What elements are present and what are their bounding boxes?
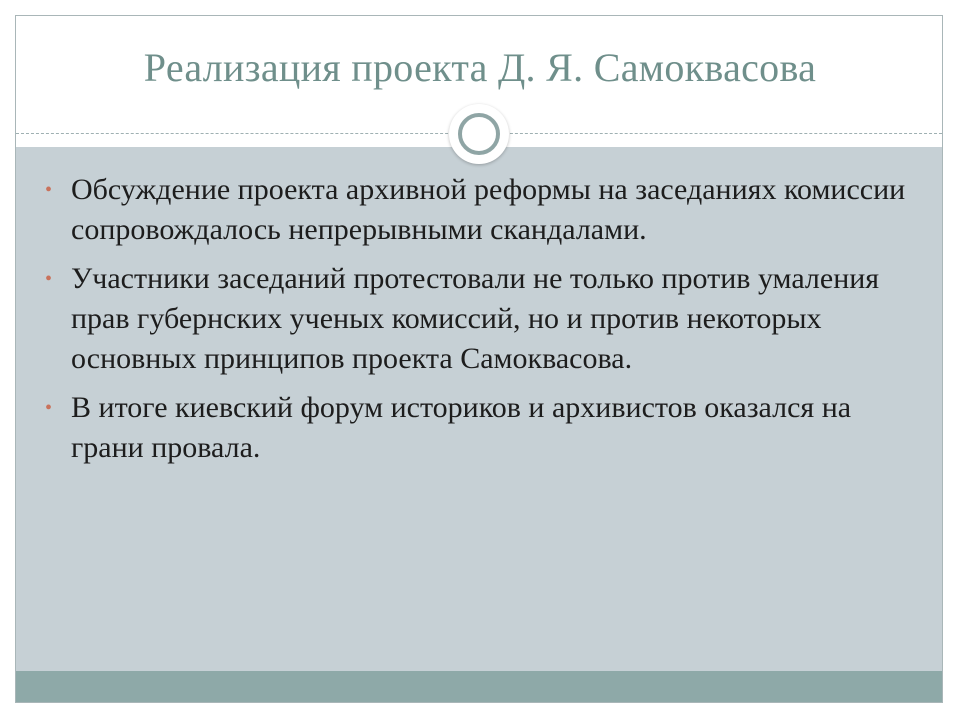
ring-ornament-icon <box>449 104 509 164</box>
bullet-icon: • <box>45 268 53 290</box>
bullet-list <box>42 170 912 477</box>
bullet-icon: • <box>45 179 53 201</box>
bullet-item <box>42 388 912 468</box>
bullet-text: Обсуждение проекта архивной реформы на заседаниях комиссии сопровождалось непрерывными скандалами. <box>71 173 906 246</box>
bullet-text: Участники заседаний протестовали не только против умаления прав губернских ученых комиссий, но и против некоторых основных принципов проекта Самоквасова. <box>71 262 880 375</box>
footer-band <box>16 671 942 702</box>
bullet-text: В итоге киевский форум историков и архивистов оказался на грани провала. <box>71 391 852 464</box>
bullet-item <box>42 170 912 250</box>
bullet-icon: • <box>45 397 53 419</box>
slide-title: Реализация проекта Д. Я. Самоквасова <box>143 45 817 90</box>
bullet-item <box>42 259 912 379</box>
